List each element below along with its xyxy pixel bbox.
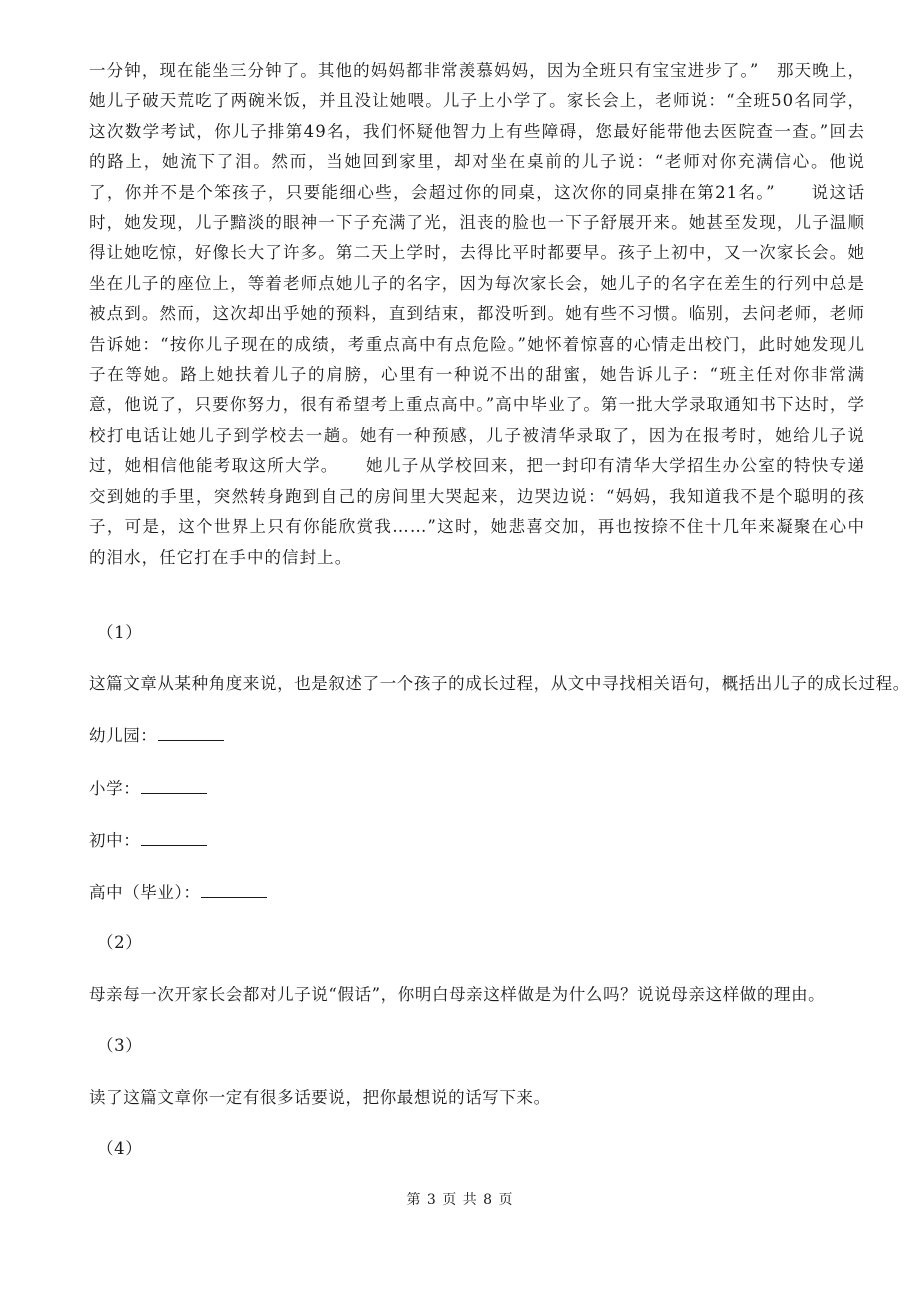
- answer-blank-junior[interactable]: [141, 830, 207, 846]
- question-2-prompt: 母亲每一次开家长会都对儿子说“假话”，你明白母亲这样做是为什么吗？说说母亲这样做的理由。: [89, 985, 826, 1004]
- answer-label-kindergarten: 幼儿园：: [89, 726, 158, 745]
- answer-label-primary: 小学：: [89, 779, 141, 798]
- question-4-number: （4）: [97, 1139, 143, 1158]
- answer-line-junior: [89, 830, 207, 852]
- question-1-number: （1）: [97, 623, 143, 642]
- answer-blank-kindergarten[interactable]: [158, 725, 224, 741]
- answer-line-primary: [89, 778, 207, 800]
- answer-line-kindergarten: [89, 725, 224, 747]
- answer-blank-senior[interactable]: [201, 882, 267, 898]
- reading-passage: 一分钟，现在能坐三分钟了。其他的妈妈都非常羡慕妈妈，因为全班只有宝宝进步了。” 那天晚上，她儿子破天荒吃了两碗米饭，并且没让她喂。儿子上小学了。家长会上，老师说：“全班50名同学，这次数学考试，你儿子排第49名，我们怀疑他智力上有些障碍，您最好能带他去医院查一查。”回去的路上，她流下了泪。然而，当她回到家里，却对坐在桌前的儿子说：“老师对你充满信心。他说了，你并不是个笨孩子，只要能细心些，会超过你的同桌，这次你的同桌排在第21名。” 说这话时，她发现，儿子黯淡的眼神一下子充满了光，沮丧的脸也一下子舒展开来。她甚至发现，儿子温顺得让她吃惊，好像长大了许多。第二天上学时，去得比平时都要早。孩子上初中，又一次家长会。她坐在儿子的座位上，等着老师点她儿子的名字，因为每次家长会，她儿子的名字在差生的行列中总是被点到。然而，这次却出乎她的预料，直到结束，都没听到。她有些不习惯。临别，去问老师，老师告诉她：“按你儿子现在的成绩，考重点高中有点危险。”她怀着惊喜的心情走出校门，此时她发现儿子在等她。路上她扶着儿子的肩膀，心里有一种说不出的甜蜜，她告诉儿子：“班主任对你非常满意，他说了，只要你努力，很有希望考上重点高中。”高中毕业了。第一批大学录取通知书下达时，学校打电话让她儿子到学校去一趟。她有一种预感，儿子被清华录取了，因为在报考时，她给儿子说过，她相信他能考取这所大学。 她儿子从学校回来，把一封印有清华大学招生办公室的特快专递交到她的手里，突然转身跑到自己的房间里大哭起来，边哭边说：“妈妈，我知道我不是个聪明的孩子，可是，这个世界上只有你能欣赏我……”这时，她悲喜交加，再也按捺不住十几年来凝聚在心中的泪水，任它打在手中的信封上。: [89, 61, 865, 567]
- answer-line-senior: [89, 882, 267, 904]
- question-1-prompt: 这篇文章从某种角度来说，也是叙述了一个孩子的成长过程，从文中寻找相关语句，概括出儿子的成长过程。: [89, 674, 910, 693]
- question-2-number: （2）: [97, 933, 143, 952]
- answer-label-junior: 初中：: [89, 831, 141, 850]
- answer-label-senior: 高中（毕业）：: [89, 883, 201, 902]
- page-footer: 第 3 页 共 8 页: [406, 1192, 514, 1208]
- question-3-prompt: 读了这篇文章你一定有很多话要说，把你最想说的话写下来。: [89, 1088, 551, 1107]
- question-3-number: （3）: [97, 1036, 143, 1055]
- answer-blank-primary[interactable]: [141, 778, 207, 794]
